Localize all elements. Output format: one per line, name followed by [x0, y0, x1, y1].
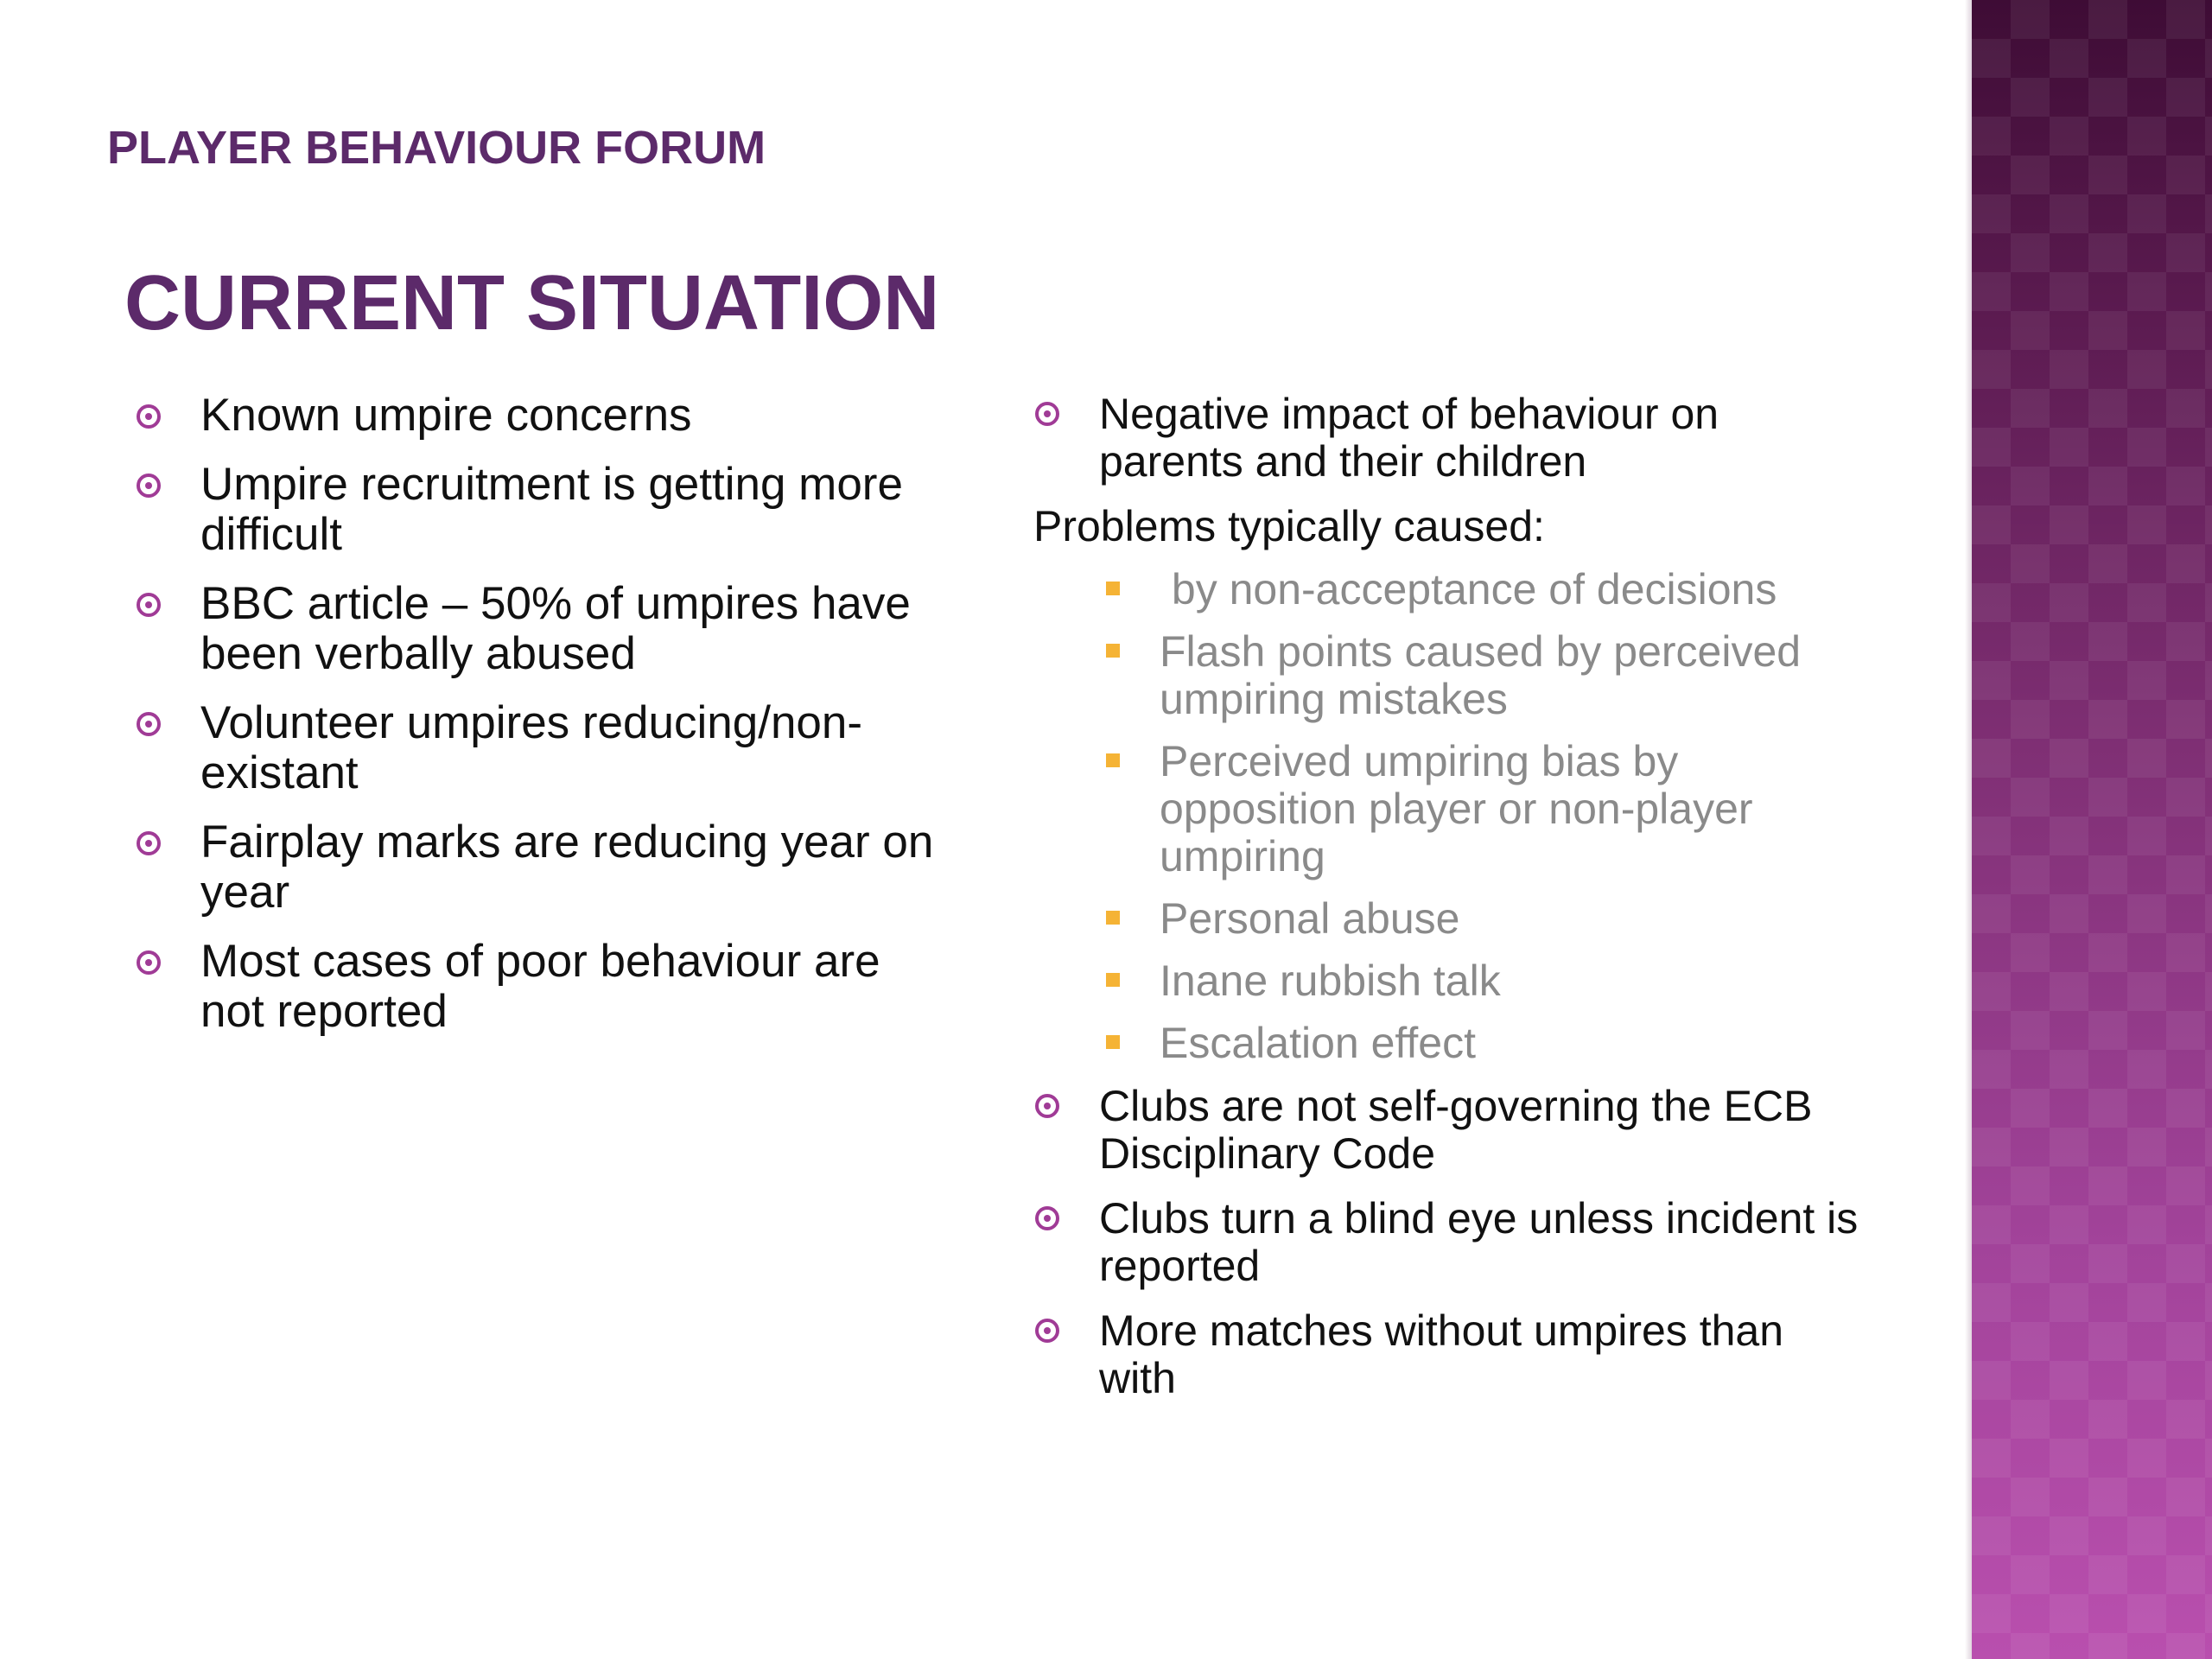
list-item	[135, 460, 947, 560]
list-item-text: Negative impact of behaviour on parents and their children	[1099, 390, 1719, 486]
list-item-text: Most cases of poor behaviour are not reported	[200, 936, 880, 1037]
sub-list-item	[1033, 566, 1863, 613]
sub-list-item-text: Flash points caused by perceived umpiring mistakes	[1160, 627, 1802, 723]
list-item	[1033, 1307, 1863, 1402]
circle-bullet-icon	[1035, 1206, 1059, 1230]
circle-bullet-icon	[1035, 1094, 1059, 1118]
sub-list-item-text: Inane rubbish talk	[1160, 957, 1501, 1005]
circle-bullet-icon	[137, 712, 161, 736]
list-item-text: Known umpire concerns	[200, 390, 692, 441]
circle-bullet-icon	[137, 404, 161, 429]
list-item	[1033, 1083, 1863, 1178]
square-bullet-icon	[1106, 644, 1120, 658]
circle-bullet-icon	[1035, 1319, 1059, 1343]
circle-bullet-icon	[137, 593, 161, 617]
square-bullet-icon	[1106, 753, 1120, 767]
slide-title: CURRENT SITUATION	[124, 260, 940, 346]
side-band-shadow	[1965, 0, 1972, 1659]
problems-heading: Problems typically caused:	[1033, 502, 1545, 550]
sub-list-item-text: Escalation effect	[1160, 1019, 1476, 1067]
list-item-text: Volunteer umpires reducing/non-existant	[200, 697, 863, 798]
list-item	[135, 698, 947, 798]
sub-list-item-text: Perceived umpiring bias by opposition player or non-player umpiring	[1160, 737, 1753, 880]
sub-list-item	[1033, 738, 1863, 880]
sub-list-item	[1033, 957, 1863, 1005]
sub-list-item	[1033, 1020, 1863, 1067]
circle-bullet-icon	[137, 474, 161, 498]
sub-list-item-text: Personal abuse	[1160, 894, 1460, 943]
right-bullet-list	[1033, 391, 1863, 1420]
list-item	[135, 817, 947, 918]
list-item	[135, 391, 947, 441]
circle-bullet-icon	[137, 831, 161, 855]
list-item	[135, 937, 947, 1037]
list-item-text: Fairplay marks are reducing year on year	[200, 817, 934, 918]
list-item-text: BBC article – 50% of umpires have been verbally abused	[200, 578, 911, 679]
sub-list-item	[1033, 895, 1863, 943]
circle-bullet-icon	[1035, 402, 1059, 426]
decorative-side-band	[1972, 0, 2212, 1659]
list-item	[1033, 1195, 1863, 1290]
square-bullet-icon	[1106, 911, 1120, 925]
left-bullet-list	[135, 391, 947, 1056]
forum-title: PLAYER BEHAVIOUR FORUM	[107, 122, 766, 174]
list-item	[1033, 391, 1863, 486]
list-item-text: Clubs turn a blind eye unless incident is reported	[1099, 1194, 1859, 1290]
square-bullet-icon	[1106, 1035, 1120, 1049]
square-bullet-icon	[1106, 582, 1120, 595]
list-item-text: Clubs are not self-governing the ECB Disciplinary Code	[1099, 1082, 1813, 1178]
list-item-text: More matches without umpires than with	[1099, 1306, 1784, 1402]
list-item-text: Umpire recruitment is getting more difficult	[200, 459, 903, 560]
diamond-pattern	[1972, 0, 2212, 1659]
problems-sub-list	[1033, 566, 1863, 1067]
circle-bullet-icon	[137, 950, 161, 975]
list-item	[135, 579, 947, 679]
square-bullet-icon	[1106, 973, 1120, 987]
sub-list-item	[1033, 628, 1863, 723]
sub-list-item-text: by non-acceptance of decisions	[1160, 565, 1777, 613]
